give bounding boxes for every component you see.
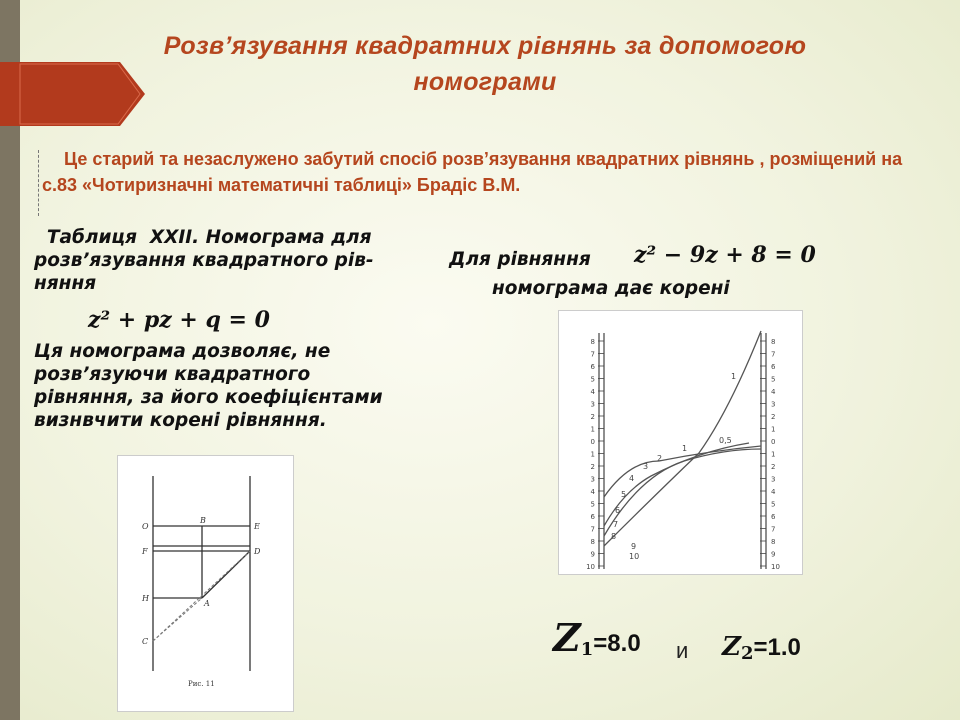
- right-scale-tick-label: 7: [771, 525, 776, 534]
- left-scale-tick-label: 0: [590, 438, 595, 446]
- point-label-A: A: [204, 599, 210, 608]
- intro-text: Це старий та незаслужено забутий спосіб розв’язування квадратних рівнянь , розміщений на с.83 «Чотиризначні математичні таблиці» Брадіс В.М.: [42, 149, 903, 195]
- z2-symbol: Z: [722, 632, 741, 662]
- left-scale-tick-label: 5: [590, 375, 595, 384]
- curve-label-2: 2: [657, 454, 663, 463]
- title-line-2: номограми: [413, 68, 557, 96]
- z2-subscript: 2: [740, 643, 754, 665]
- nomogram-figure: [558, 310, 803, 575]
- table-caption: [34, 226, 444, 295]
- point-label-O: O: [142, 522, 149, 531]
- desc-line-2: розв’язуючи квадратного: [34, 364, 311, 385]
- caption-line-2: розв’язування квадратного рів-: [34, 250, 374, 271]
- figure-caption: Рис. 11: [188, 680, 215, 688]
- right-scale-tick-label: 0: [771, 438, 776, 446]
- right-scale-tick-label: 1: [771, 450, 776, 459]
- example-label: Для рівняння: [449, 249, 591, 270]
- page-title: [60, 28, 910, 100]
- dashed-marker: [38, 150, 41, 216]
- right-scale-tick-label: 8: [771, 338, 776, 346]
- z2-value: =1.0: [753, 634, 801, 661]
- answer-separator: и: [676, 638, 689, 663]
- construction-figure: [117, 455, 294, 712]
- example-equation: z² − 9z + 8 = 0: [634, 242, 816, 268]
- left-scale-tick-label: 3: [590, 475, 595, 484]
- root-z1: [553, 615, 641, 660]
- general-equation: z² + pz + q = 0: [88, 307, 270, 333]
- right-scale-tick-label: 4: [771, 488, 776, 496]
- right-scale-tick-label: 1: [771, 425, 776, 434]
- point-label-C: C: [142, 637, 149, 646]
- curve-label-9: 9: [631, 542, 637, 551]
- caption-line-3: няння: [34, 273, 97, 294]
- point-label-E: E: [254, 522, 260, 531]
- left-scale-tick-label: 1: [590, 425, 595, 434]
- curve-label-10: 10: [629, 552, 640, 561]
- construction-diagram: [118, 456, 293, 711]
- left-scale-tick-label: 9: [590, 550, 595, 559]
- curve-label-6: 6: [615, 506, 621, 515]
- intro-paragraph: [42, 146, 922, 198]
- right-scale-tick-label: 3: [771, 475, 776, 484]
- point-label-F: F: [142, 547, 148, 556]
- curve-label-7: 7: [613, 520, 619, 529]
- curve-label-4: 4: [629, 474, 635, 483]
- curve-label-5: 5: [621, 490, 627, 499]
- right-scale-tick-label: 2: [771, 463, 776, 471]
- roots-label: номограма дає корені: [492, 278, 730, 299]
- curve-label-8: 8: [611, 532, 617, 541]
- left-scale-tick-label: 7: [590, 350, 595, 359]
- point-label-D: D: [254, 547, 261, 556]
- right-scale-tick-label: 9: [771, 550, 776, 559]
- point-label-B: B: [200, 516, 206, 525]
- curve-label-1: 1: [682, 444, 688, 453]
- left-scale-tick-label: 8: [590, 538, 595, 546]
- left-scale-tick-label: 5: [590, 500, 595, 509]
- right-scale-tick-label: 6: [771, 363, 776, 371]
- left-scale-tick-label: 7: [590, 525, 595, 534]
- left-scale-tick-label: 6: [590, 363, 595, 371]
- curve-label-3: 3: [643, 462, 649, 471]
- right-scale-tick-label: 5: [771, 500, 776, 509]
- left-scale-tick-label: 8: [590, 338, 595, 346]
- left-scale-tick-label: 2: [590, 463, 595, 471]
- left-scale-tick-label: 10: [586, 563, 595, 571]
- z1-symbol: Z: [553, 615, 581, 660]
- right-scale-tick-label: 7: [771, 350, 776, 359]
- right-scale-tick-label: 10: [771, 563, 780, 571]
- right-scale-tick-label: 8: [771, 538, 776, 546]
- point-label-H: H: [142, 594, 149, 603]
- left-scale-tick-label: 1: [590, 450, 595, 459]
- right-scale-tick-label: 5: [771, 375, 776, 384]
- curve-label-05: 0,5: [719, 436, 732, 445]
- root-z2: [722, 632, 801, 664]
- desc-line-1: Ця номограма дозволяє, не: [34, 341, 331, 362]
- left-scale-tick-label: 6: [590, 513, 595, 521]
- right-scale-tick-label: 4: [771, 388, 776, 396]
- left-scale-tick-label: 2: [590, 413, 595, 421]
- left-scale-tick-label: 4: [590, 488, 595, 496]
- z1-value: =8.0: [593, 630, 641, 657]
- nomogram-description: [34, 340, 454, 432]
- caption-line-1: Таблиця XXII. Номограма для: [34, 227, 372, 248]
- z1-subscript: 1: [580, 639, 594, 661]
- left-scale-tick-label: 3: [590, 400, 595, 409]
- right-scale-tick-label: 6: [771, 513, 776, 521]
- curve-label-1-top: 1: [731, 372, 737, 381]
- right-scale-tick-label: 3: [771, 400, 776, 409]
- right-scale-tick-label: 2: [771, 413, 776, 421]
- nomogram-diagram: [559, 311, 802, 574]
- desc-line-4: визнвчити корені рівняння.: [34, 410, 327, 431]
- desc-line-3: рівняння, за його коефіцієнтами: [34, 387, 383, 408]
- left-scale-tick-label: 4: [590, 388, 595, 396]
- title-line-1: Розв’язування квадратних рівнянь за допомогою: [163, 32, 807, 60]
